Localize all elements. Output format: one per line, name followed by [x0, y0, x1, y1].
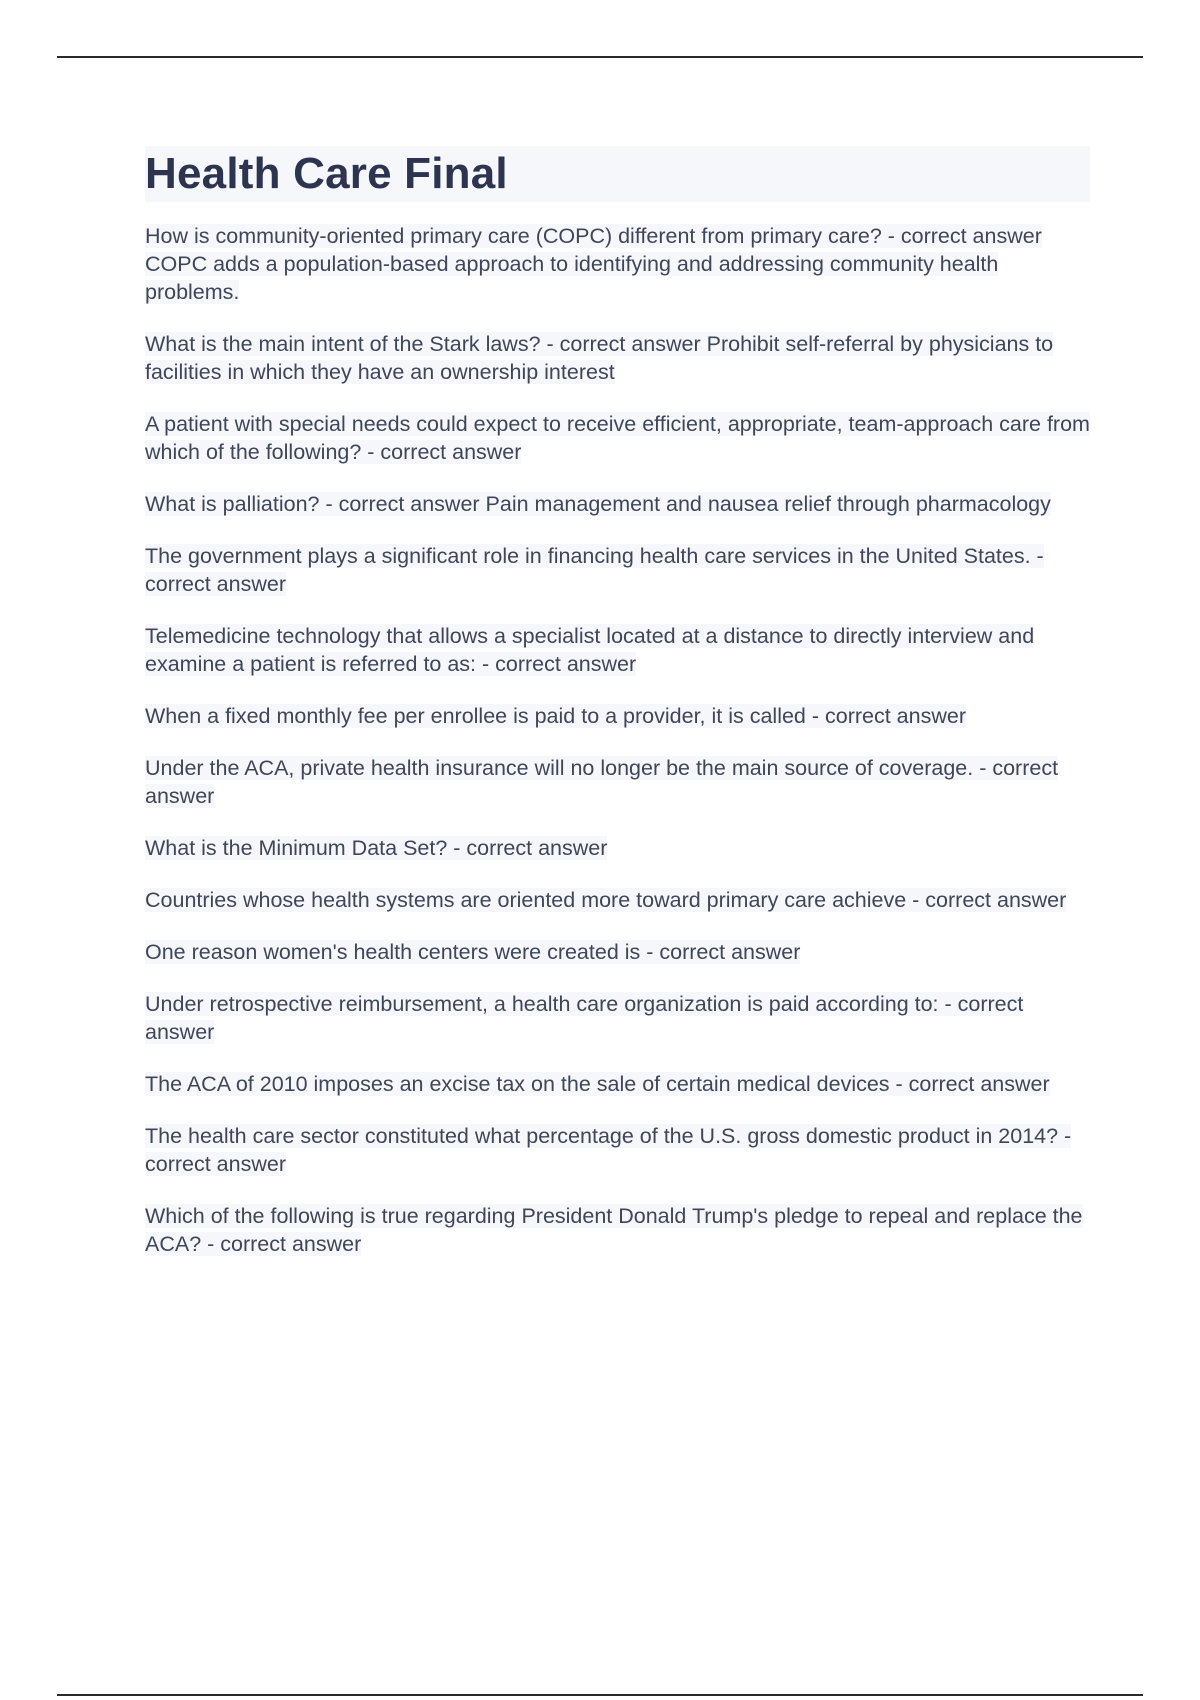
qa-text: How is community-oriented primary care (COPC) different from primary care? - correct answer COPC adds a population-based approach to identifying and addressing community health problems.: [145, 224, 1042, 304]
qa-item: [145, 622, 1090, 678]
qa-text: The government plays a significant role in financing health care services in the United States. - correct answer: [145, 544, 1044, 596]
qa-text: When a fixed monthly fee per enrollee is paid to a provider, it is called - correct answer: [145, 704, 966, 728]
qa-text: The ACA of 2010 imposes an excise tax on the sale of certain medical devices - correct answer: [145, 1072, 1050, 1096]
document-title: Health Care Final: [145, 149, 508, 198]
qa-item: [145, 542, 1090, 598]
qa-text: Telemedicine technology that allows a specialist located at a distance to directly interview and examine a patient is referred to as: - correct answer: [145, 624, 1035, 676]
qa-item: [145, 938, 1090, 966]
qa-item: [145, 490, 1090, 518]
qa-item: [145, 886, 1090, 914]
qa-item: [145, 410, 1090, 466]
qa-text: Countries whose health systems are oriented more toward primary care achieve - correct answer: [145, 888, 1067, 912]
qa-item: [145, 1202, 1090, 1258]
qa-text: What is the Minimum Data Set? - correct answer: [145, 836, 608, 860]
qa-text: Under retrospective reimbursement, a health care organization is paid according to: - correct answer: [145, 992, 1024, 1044]
footer-rule: [57, 1694, 1143, 1696]
qa-item: [145, 330, 1090, 386]
qa-item: [145, 990, 1090, 1046]
qa-item: [145, 834, 1090, 862]
qa-item: [145, 754, 1090, 810]
qa-item: [145, 1070, 1090, 1098]
title-block: [145, 146, 1090, 202]
qa-item: [145, 702, 1090, 730]
qa-text: The health care sector constituted what percentage of the U.S. gross domestic product in 2014? - correct answer: [145, 1124, 1072, 1176]
qa-text: What is the main intent of the Stark laws? - correct answer Prohibit self-referral by physicians to facilities in which they have an ownership interest: [145, 332, 1054, 384]
qa-item: [145, 1122, 1090, 1178]
qa-item: [145, 222, 1090, 306]
header-rule: [57, 56, 1143, 58]
qa-text: What is palliation? - correct answer Pain management and nausea relief through pharmacology: [145, 492, 1051, 516]
qa-text: Which of the following is true regarding President Donald Trump's pledge to repeal and replace the ACA? - correct answer: [145, 1204, 1083, 1256]
qa-text: A patient with special needs could expect to receive efficient, appropriate, team-approach care from which of the following? - correct answer: [145, 412, 1090, 464]
qa-text: Under the ACA, private health insurance will no longer be the main source of coverage. - correct answer: [145, 756, 1059, 808]
qa-text: One reason women's health centers were created is - correct answer: [145, 940, 801, 964]
document-body: [145, 146, 1090, 1282]
